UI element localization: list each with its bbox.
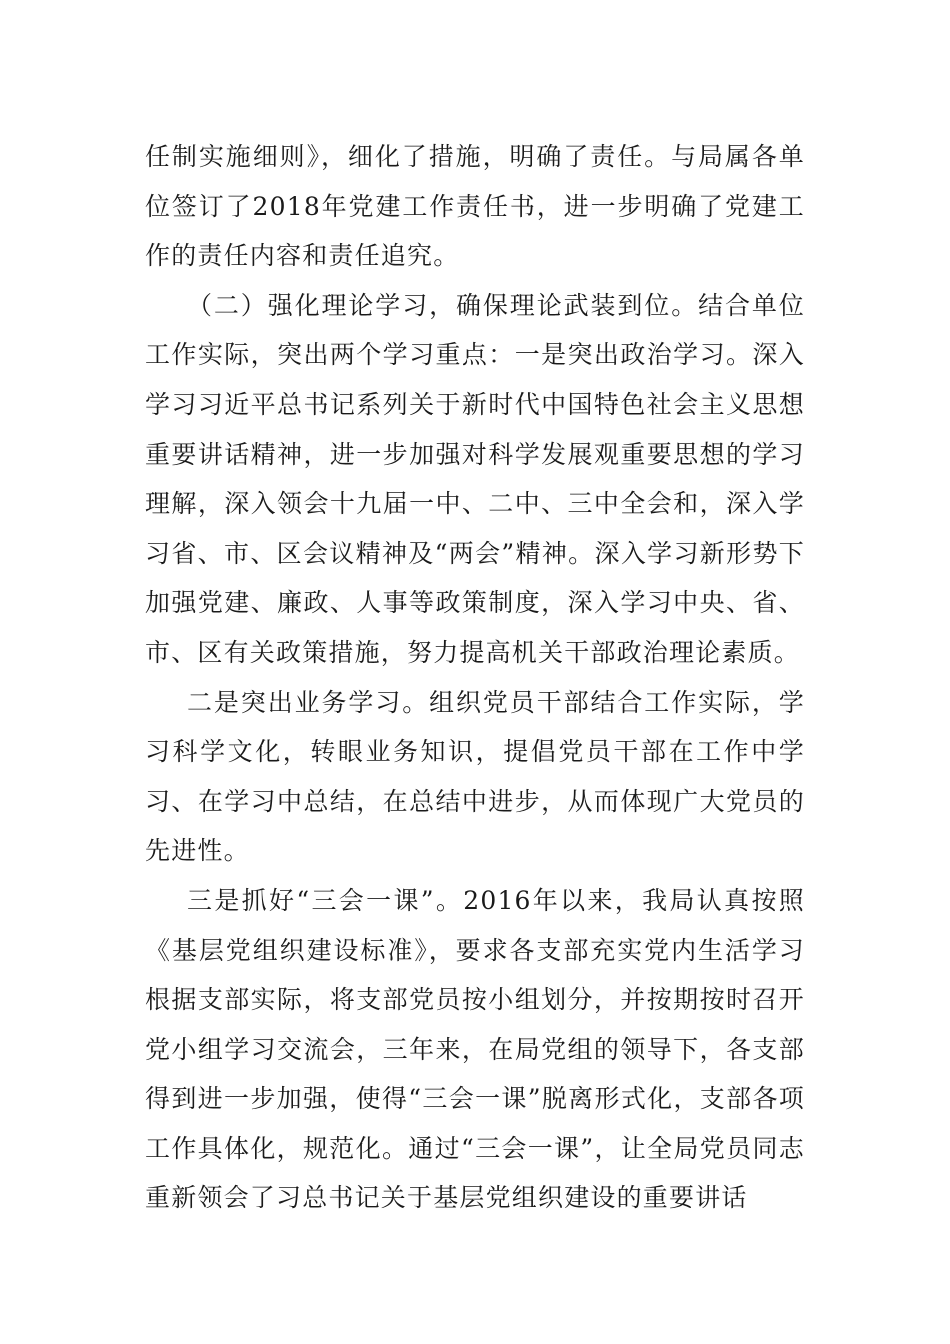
paragraph-theory-study: （二）强化理论学习，确保理论武装到位。结合单位工作实际，突出两个学习重点：一是突出政治学习。深入学习习近平总书记系列关于新时代中国特色社会主义思想重要讲话精神，进一步加强对科学发展观重要思想的学习理解，深入领会十九届一中、二中、三中全会和，深入学习省、市、区会议精神及“两会”精神。深入学习新形势下加强党建、廉政、人事等政策制度，深入学习中央、省、市、区有关政策措施，努力提高机关干部政治理论素质。	[145, 290, 805, 667]
document-body	[145, 132, 805, 1223]
paragraph-business-study: 二是突出业务学习。组织党员干部结合工作实际，学习科学文化，转眼业务知识，提倡党员干部在工作中学习、在学习中总结，在总结中进步，从而体现广大党员的先进性。	[145, 687, 805, 866]
paragraph-responsibility-continuation: 任制实施细则》，细化了措施，明确了责任。与局属各单位签订了2018年党建工作责任书，进一步明确了党建工作的责任内容和责任追究。	[145, 142, 805, 271]
paragraph-three-meetings-one-lesson: 三是抓好“三会一课”。2016年以来，我局认真按照《基层党组织建设标准》，要求各支部充实党内生活学习根据支部实际，将支部党员按小组划分，并按期按时召开党小组学习交流会，三年来，在局党组的领导下，各支部得到进一步加强，使得“三会一课”脱离形式化，支部各项工作具体化，规范化。通过“三会一课”，让全局党员同志重新领会了习总书记关于基层党组织建设的重要讲话	[145, 885, 805, 1213]
